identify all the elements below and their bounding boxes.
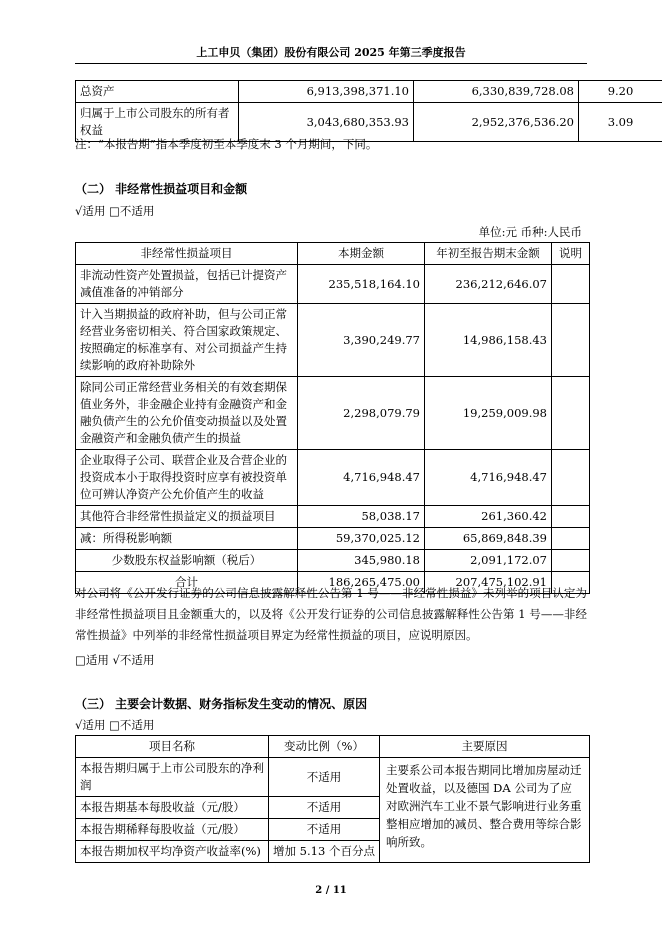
- section-title: （二） 非经常性损益项目和金额: [75, 182, 248, 196]
- item-name: 计入当期损益的政府补助，但与公司正常经营业务密切相关、符合国家政策规定、按照确定的标准享有、对公司损益产生持续影响的政府补助除外: [76, 304, 298, 377]
- item-name: 本报告期加权平均净资产收益率(%): [76, 841, 269, 863]
- main-reason: 主要系公司本报告期同比增加房屋动迁处置收益，以及德国 DA 公司为了应对欧洲汽车工业不景气影响进行业务重整相应增加的减员、整合费用等综合影响所致。: [380, 758, 590, 863]
- item-note: [552, 377, 590, 450]
- table-row: [76, 81, 662, 103]
- ytd-amount: 4,716,948.47: [425, 450, 552, 506]
- page-header: 上工申贝（集团）股份有限公司 2025 年第三季度报告: [196, 46, 466, 59]
- applicability: √适用 □不适用: [75, 204, 155, 218]
- change-ratio: 不适用: [269, 797, 380, 819]
- ytd-amount: 19,259,009.98: [425, 377, 552, 450]
- item-note: [552, 506, 590, 528]
- total-label: 合计: [76, 572, 298, 594]
- column-header: 本期金额: [298, 243, 425, 265]
- applicability: √适用 □不适用: [75, 718, 155, 732]
- item-name: 企业取得子公司、联营企业及合营企业的投资成本小于取得投资时应享有被投资单位可辨认净资产公允价值产生的收益: [76, 450, 298, 506]
- table-row: [76, 377, 590, 450]
- current-amount: 58,038.17: [298, 506, 425, 528]
- current-amount: 2,298,079.79: [298, 377, 425, 450]
- column-header: 年初至报告期末金额: [425, 243, 552, 265]
- current-value: 3,043,680,353.93: [239, 103, 414, 142]
- nonrecurring-table: [75, 242, 590, 594]
- ytd-amount: 2,091,172.07: [425, 550, 552, 572]
- row-label: 总资产: [76, 81, 239, 103]
- table-row: [76, 550, 590, 572]
- column-header: 主要原因: [380, 736, 590, 758]
- table-row: [76, 758, 590, 797]
- item-name: 其他符合非经常性损益定义的损益项目: [76, 506, 298, 528]
- ytd-amount: 14,986,158.43: [425, 304, 552, 377]
- table-row: [76, 265, 590, 304]
- change-value: 3.09: [579, 103, 662, 142]
- current-amount: 3,390,249.77: [298, 304, 425, 377]
- unit-label: 单位:元 币种:人民币: [478, 225, 582, 239]
- changes-table: [75, 735, 590, 863]
- item-name: 本报告期基本每股收益（元/股）: [76, 797, 269, 819]
- section-title: （三） 主要会计数据、财务指标发生变动的情况、原因: [75, 697, 368, 711]
- column-header: 变动比例（%）: [269, 736, 380, 758]
- explanation-paragraph: 对公司将《公开发行证券的公司信息披露解释性公告第 1 号——非经常性损益》未列举的项目认定为非经常性损益项目且金额重大的，以及将《公开发行证券的公司信息披露解释性公告第 1 号——非经常性损益》中列举的非经常性损益项目界定为经常性损益的项目，应说明原因。: [75, 586, 587, 642]
- current-value: 6,913,398,371.10: [239, 81, 414, 103]
- balance-table: [75, 80, 662, 142]
- ytd-amount: 261,360.42: [425, 506, 552, 528]
- item-note: [552, 265, 590, 304]
- table-row: [76, 450, 590, 506]
- table-row: [76, 304, 590, 377]
- current-amount: 235,518,164.10: [298, 265, 425, 304]
- ytd-amount: 236,212,646.07: [425, 265, 552, 304]
- row-label: 归属于上市公司股东的所有者权益: [76, 103, 239, 142]
- current-amount: 59,370,025.12: [298, 528, 425, 550]
- header-rule: [75, 63, 587, 64]
- prior-value: 6,330,839,728.08: [414, 81, 579, 103]
- item-note: [552, 304, 590, 377]
- change-value: 9.20: [579, 81, 662, 103]
- table-header-row: [76, 736, 590, 758]
- current-amount: 345,980.18: [298, 550, 425, 572]
- table-row: [76, 528, 590, 550]
- item-note: [552, 550, 590, 572]
- item-name: 本报告期归属于上市公司股东的净利润: [76, 758, 269, 797]
- column-header: 项目名称: [76, 736, 269, 758]
- item-name: 少数股东权益影响额（税后）: [76, 550, 298, 572]
- table-row: [76, 506, 590, 528]
- prior-value: 2,952,376,536.20: [414, 103, 579, 142]
- page-number: 2 / 11: [315, 885, 347, 896]
- applicability: □适用 √不适用: [75, 653, 155, 667]
- change-ratio: 不适用: [269, 758, 380, 797]
- total-current: 186,265,475.00: [298, 572, 425, 594]
- column-header: 非经常性损益项目: [76, 243, 298, 265]
- item-name: 减：所得税影响额: [76, 528, 298, 550]
- total-ytd: 207,475,102.91: [425, 572, 552, 594]
- ytd-amount: 65,869,848.39: [425, 528, 552, 550]
- current-amount: 4,716,948.47: [298, 450, 425, 506]
- item-note: [552, 528, 590, 550]
- table-header-row: [76, 243, 590, 265]
- item-name: 除同公司正常经营业务相关的有效套期保值业务外，非金融企业持有金融资产和金融负债产生的公允价值变动损益以及处置金融资产和金融负债产生的损益: [76, 377, 298, 450]
- item-name: 本报告期稀释每股收益（元/股）: [76, 819, 269, 841]
- column-header: 说明: [552, 243, 590, 265]
- table-note: 注：“本报告期”指本季度初至本季度末 3 个月期间，下同。: [75, 137, 378, 151]
- item-name: 非流动性资产处置损益，包括已计提资产减值准备的冲销部分: [76, 265, 298, 304]
- item-note: [552, 450, 590, 506]
- change-ratio: 增加 5.13 个百分点: [269, 841, 380, 863]
- change-ratio: 不适用: [269, 819, 380, 841]
